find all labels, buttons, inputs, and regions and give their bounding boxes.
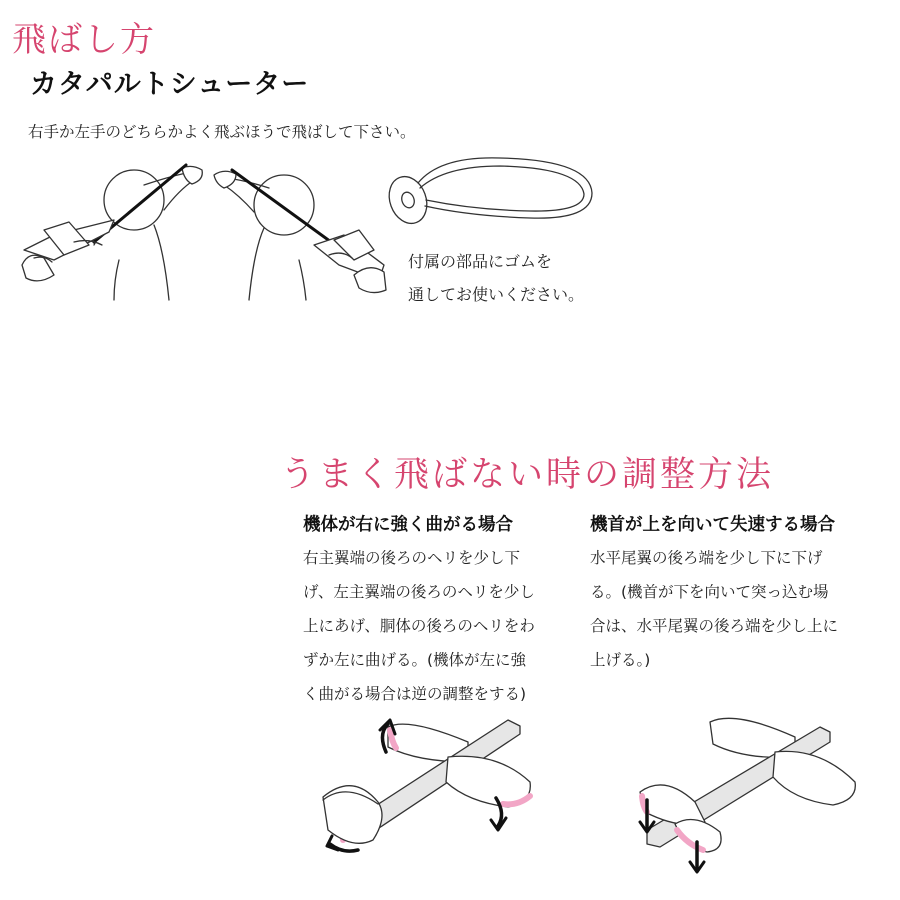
stall-text-line: る。(機首が下を向いて突っ込む場 (590, 583, 829, 601)
adjust-section-title: うまく飛ばない時の調整方法 (280, 455, 775, 495)
right-turn-text-line: く曲がる場合は逆の調整をする) (303, 685, 527, 703)
glider-adjust-roll-icon (318, 712, 558, 900)
stall-text-line: 合は、水平尾翼の後ろ端を少し上に (590, 617, 839, 635)
person-launching-plane-icon (14, 150, 394, 310)
stall-text-line: 上げる。) (590, 651, 651, 669)
launch-intro-text: 右手か左手のどちらかよく飛ぶほうで飛ばして下さい。 (28, 123, 416, 141)
launch-section-title: 飛ばし方 (12, 20, 156, 60)
right-turn-text-line: げ、左主翼端の後ろのヘリを少し (303, 583, 535, 601)
stall-text-line: 水平尾翼の後ろ端を少し下に下げ (590, 549, 823, 567)
launcher-name: カタパルトシューター (30, 69, 310, 100)
band-note-line: 付属の部品にゴムを (408, 252, 553, 271)
band-note-line: 通してお使いください。 (408, 285, 585, 304)
right-turn-text-line: 右主翼端の後ろのヘリを少し下 (303, 549, 521, 567)
glider-adjust-pitch-icon (625, 712, 880, 900)
right-turn-text-line: 上にあげ、胴体の後ろのヘリをわ (303, 617, 535, 635)
right-turn-text-line: ずか左に曲げる。(機体が左に強 (303, 651, 527, 669)
right-turn-heading: 機体が右に強く曲がる場合 (303, 515, 513, 535)
stall-heading: 機首が上を向いて失速する場合 (590, 515, 835, 535)
rubber-band-launcher-icon (380, 148, 610, 248)
